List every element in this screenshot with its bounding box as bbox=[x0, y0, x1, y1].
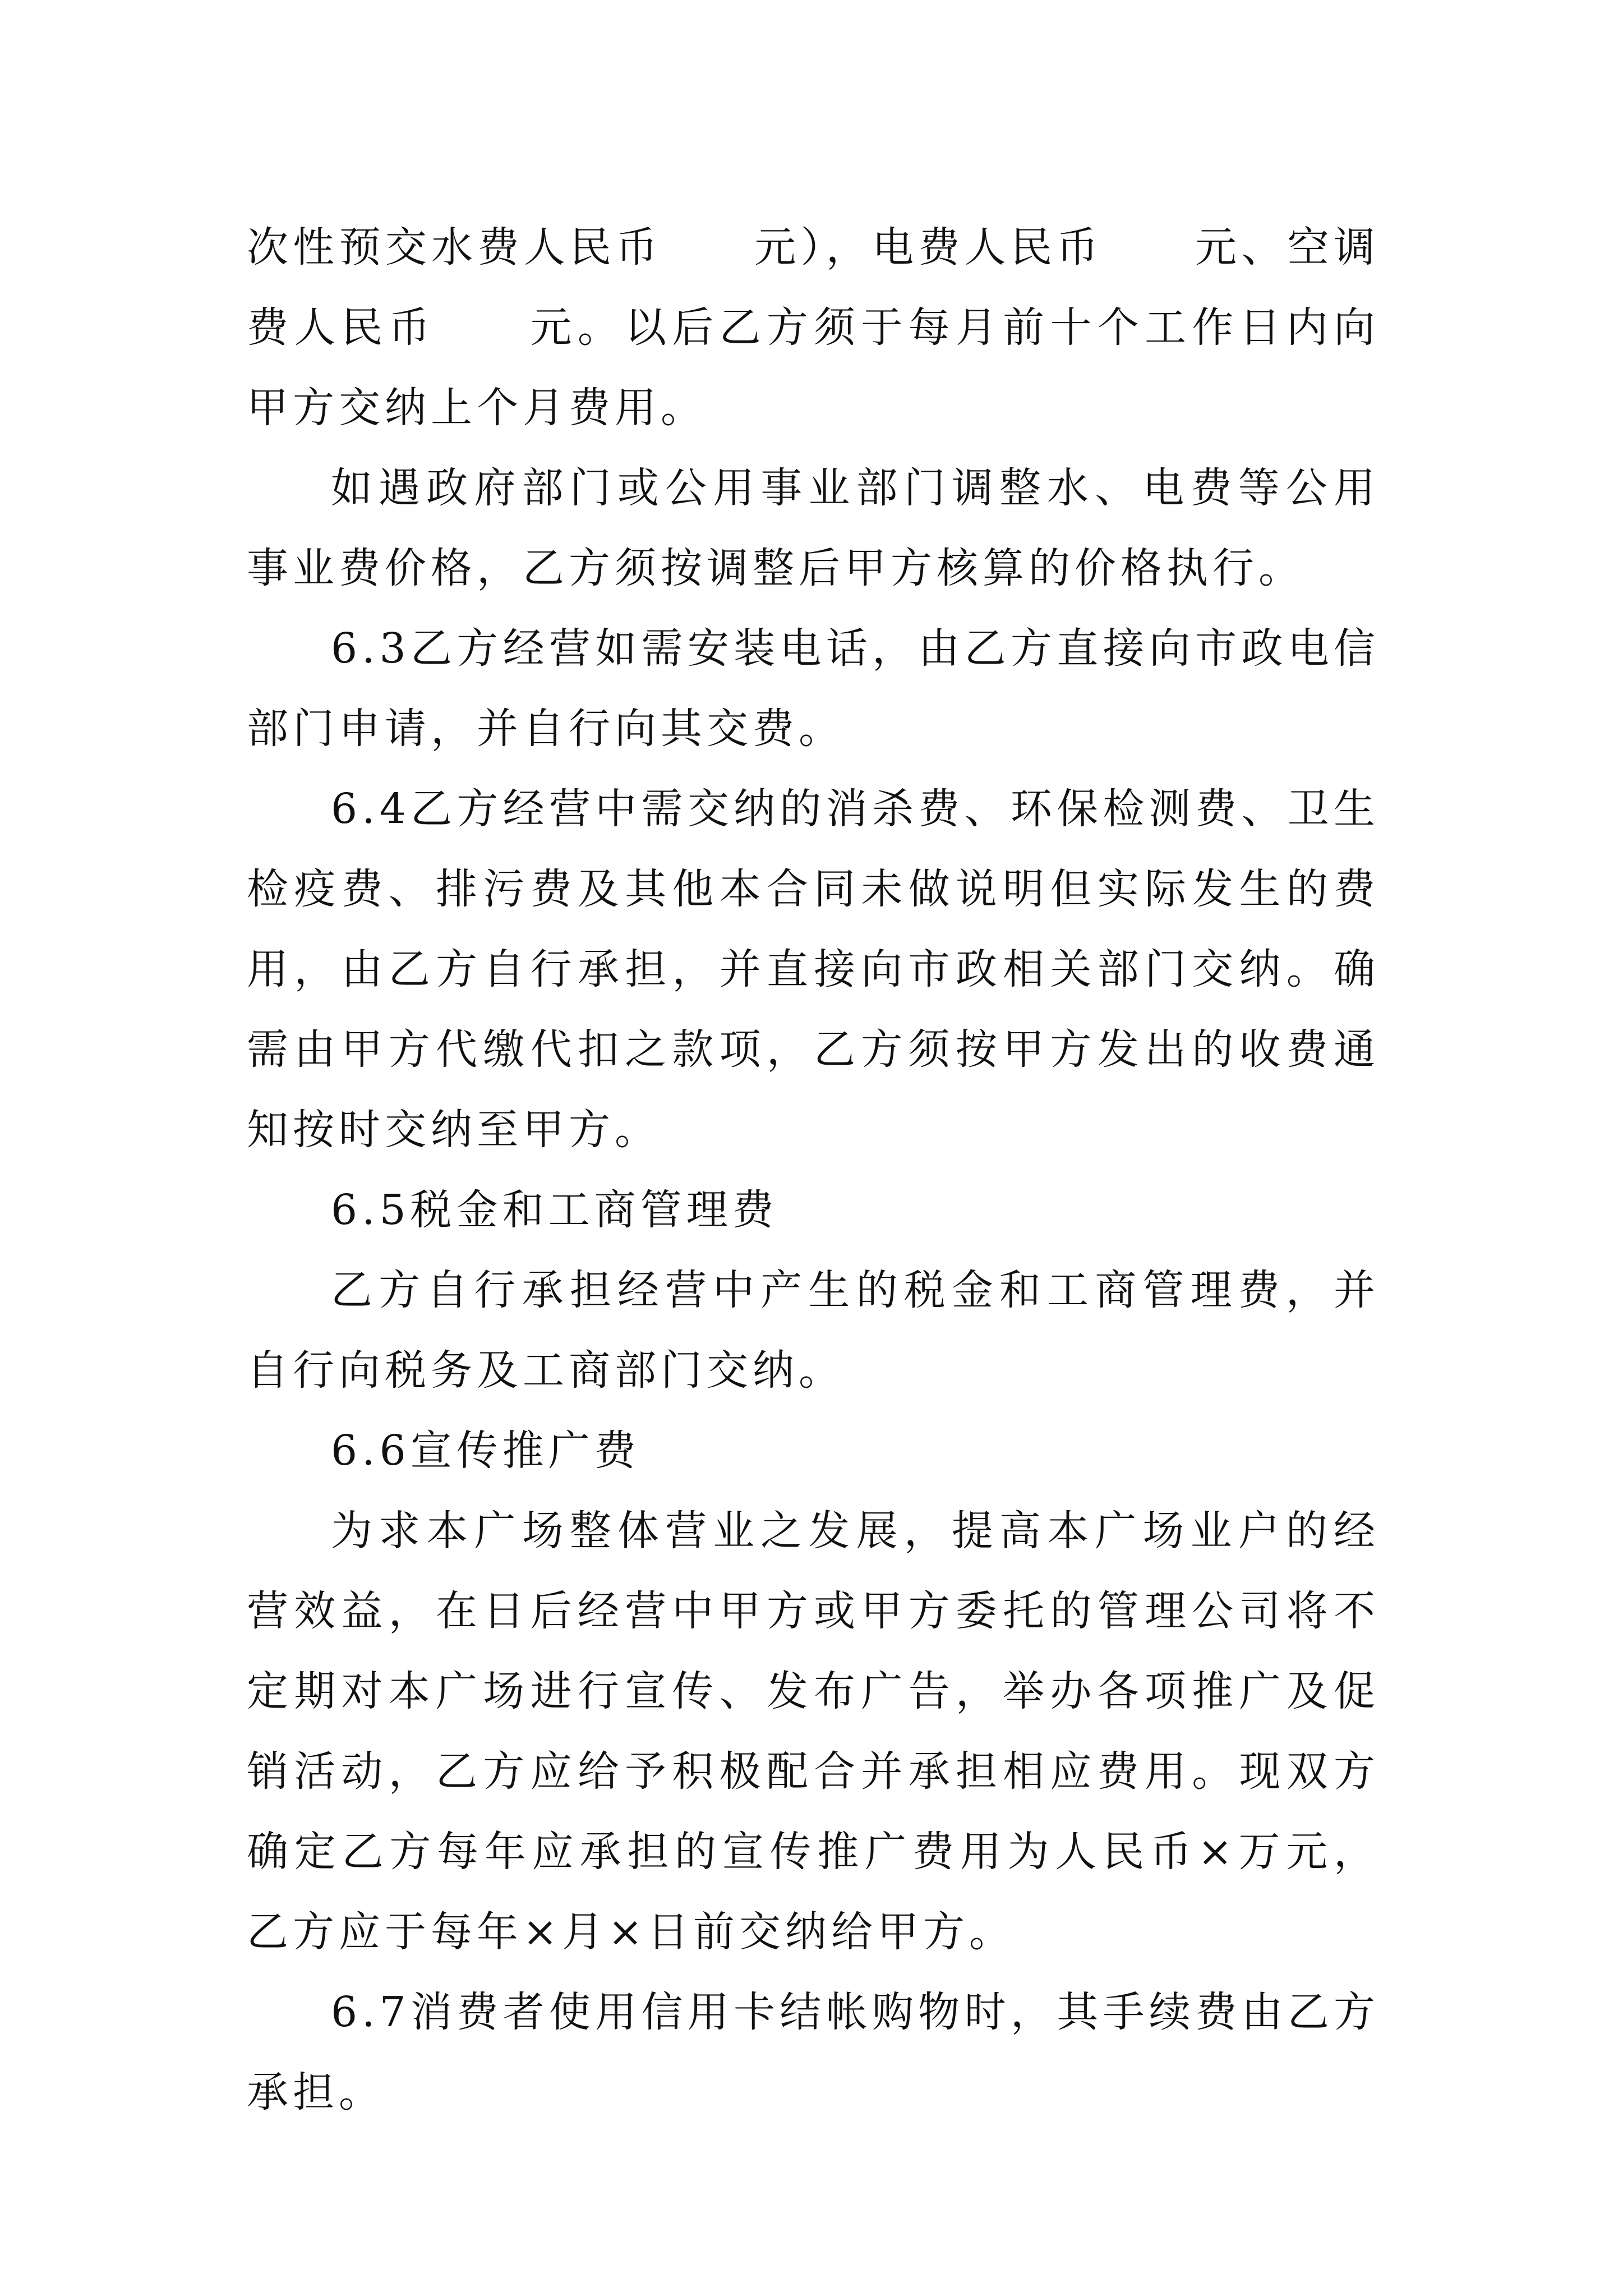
paragraph-tax-fees: 乙方自行承担经营中产生的税金和工商管理费，并自行向税务及工商部门交纳。 bbox=[247, 1266, 1380, 1395]
heading-clause-6-5: 6.5税金和工商管理费 bbox=[331, 1186, 778, 1234]
paragraph-clause-6-3: 6.3乙方经营如需安装电话，由乙方直接向市政电信部门申请，并自行向其交费。 bbox=[247, 624, 1380, 753]
paragraph-water-electric-fees: 次性预交水费人民币 元），电费人民币 元、空调费人民币 元。以后乙方须于每月前十个工作日内向甲方交纳上个月费用。 bbox=[247, 223, 1380, 432]
paragraph-clause-6-4: 6.4乙方经营中需交纳的消杀费、环保检测费、卫生检疫费、排污费及其他本合同未做说明但实际发生的费用，由乙方自行承担，并直接向市政相关部门交纳。确需由甲方代缴代扣之款项，乙方须按甲方发出的收费通知按时交纳至甲方。 bbox=[247, 785, 1380, 1154]
paragraph-clause-6-7: 6.7消费者使用信用卡结帐购物时，其手续费由乙方承担。 bbox=[247, 1988, 1380, 2116]
heading-clause-6-6: 6.6宣传推广费 bbox=[331, 1427, 640, 1475]
paragraph-price-adjustment: 如遇政府部门或公用事业部门调整水、电费等公用事业费价格，乙方须按调整后甲方核算的价格执行。 bbox=[247, 464, 1380, 592]
paragraph-promotion-fees: 为求本广场整体营业之发展，提高本广场业户的经营效益，在日后经营中甲方或甲方委托的管理公司将不定期对本广场进行宣传、发布广告，举办各项推广及促销活动，乙方应给予积极配合并承担相应费用。现双方确定乙方每年应承担的宣传推广费用为人民币×万元，乙方应于每年×月×日前交纳给甲方。 bbox=[247, 1507, 1380, 1956]
document-body bbox=[247, 208, 1380, 2133]
